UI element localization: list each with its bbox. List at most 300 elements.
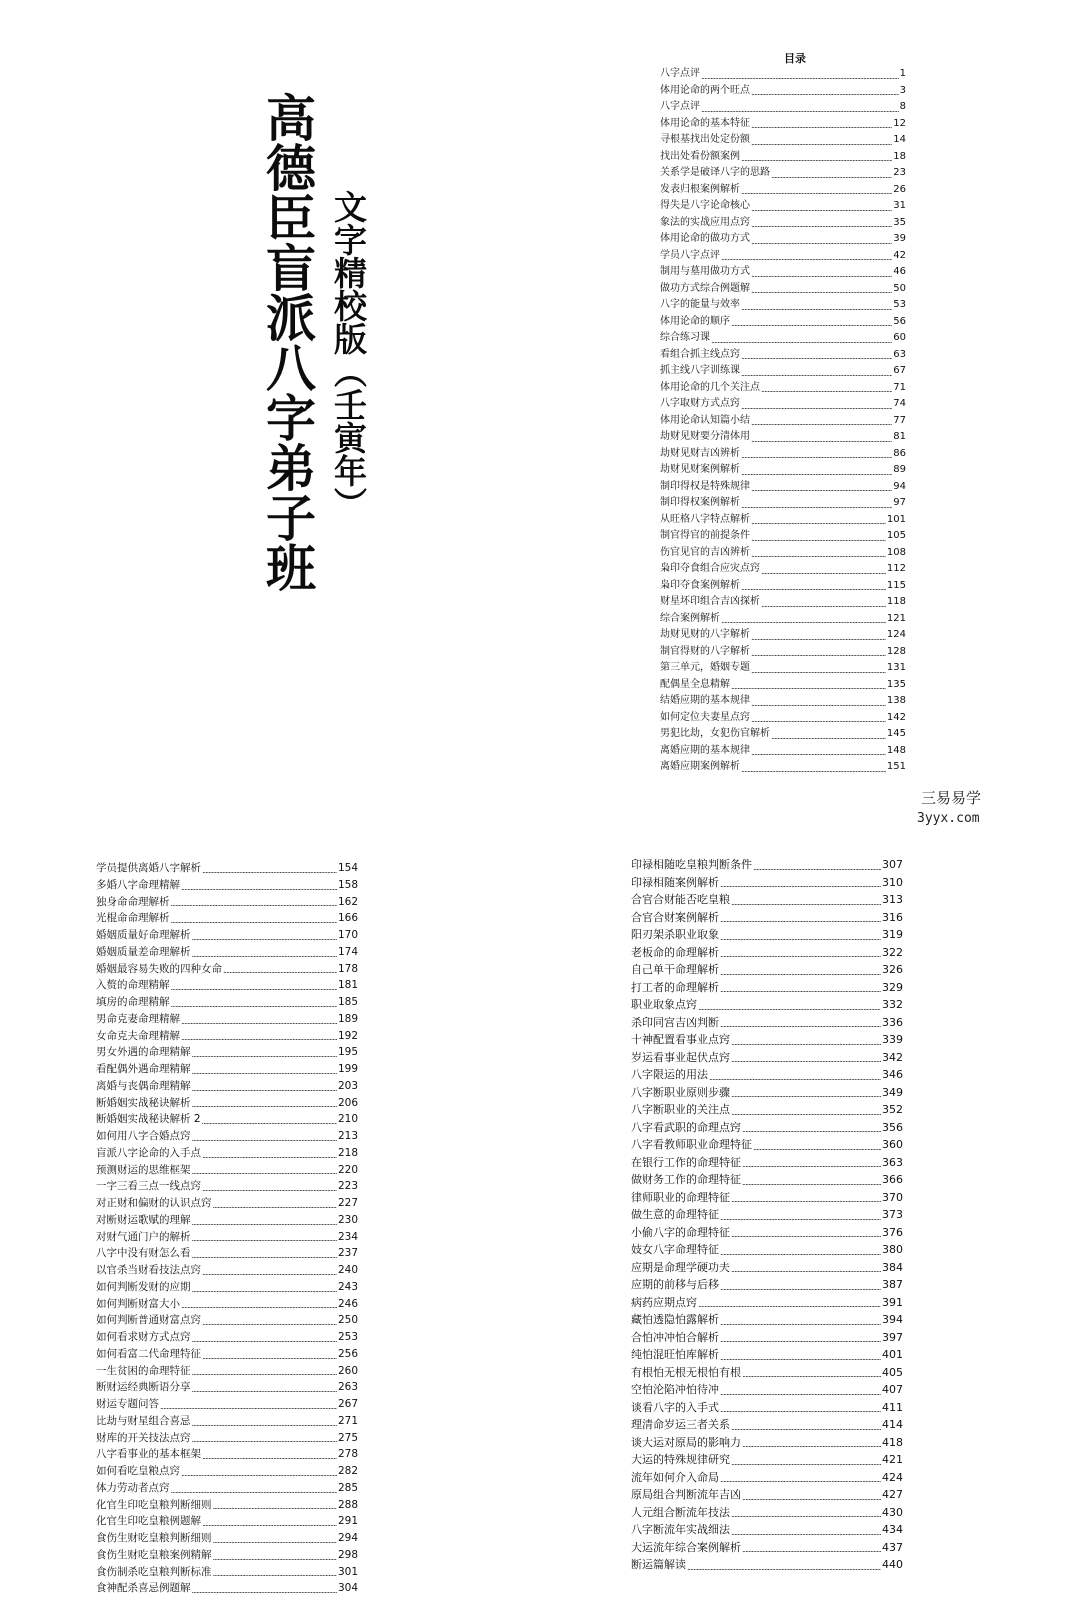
toc-entry-page: 304 bbox=[337, 1582, 358, 1595]
toc-entry-page: 246 bbox=[337, 1297, 358, 1310]
toc-entry-page: 427 bbox=[882, 1488, 903, 1501]
toc-leader-dots bbox=[213, 1554, 337, 1564]
toc-leader-dots bbox=[171, 984, 337, 994]
toc-entry bbox=[631, 1381, 903, 1399]
toc-leader-dots bbox=[698, 1004, 881, 1014]
toc-leader-dots bbox=[720, 951, 881, 961]
toc-leader-dots bbox=[192, 1168, 337, 1178]
toc-leader-dots bbox=[181, 884, 337, 894]
toc-entry-title: 做功方式综合例题解 bbox=[660, 282, 750, 294]
toc-leader-dots bbox=[721, 617, 886, 627]
toc-entry bbox=[660, 578, 906, 595]
toc-entry-title: 综合案例解析 bbox=[660, 612, 720, 624]
toc-leader-dots bbox=[742, 1179, 881, 1189]
toc-entry-title: 对财气通门户的解析 bbox=[96, 1230, 191, 1243]
toc-entry bbox=[96, 1446, 358, 1463]
toc-entry-title: 寻根基找出处定份额 bbox=[660, 134, 750, 145]
toc-entry-page: 35 bbox=[893, 216, 906, 228]
toc-list-1 bbox=[660, 66, 906, 776]
toc-entry-title: 劫财见财吉凶辨析 bbox=[660, 447, 740, 459]
toc-entry-title: 藏怕透隐怕露解析 bbox=[631, 1313, 719, 1326]
toc-entry bbox=[660, 429, 906, 446]
toc-entry-title: 应期是命理学硬功夫 bbox=[631, 1260, 730, 1274]
toc-leader-dots bbox=[742, 1441, 881, 1451]
toc-entry-page: 56 bbox=[893, 315, 906, 327]
toc-entry-page: 298 bbox=[337, 1548, 358, 1561]
toc-entry bbox=[660, 462, 906, 479]
toc-entry-title: 八字点评 bbox=[660, 68, 700, 79]
toc-entry bbox=[660, 215, 906, 232]
toc-leader-dots bbox=[751, 650, 886, 660]
toc-leader-dots bbox=[753, 864, 881, 874]
toc-entry bbox=[96, 1011, 358, 1028]
toc-entry-page: 223 bbox=[337, 1180, 358, 1193]
toc-entry bbox=[631, 1504, 903, 1522]
toc-entry-page: 394 bbox=[882, 1313, 903, 1326]
toc-entry-page: 437 bbox=[882, 1540, 903, 1554]
toc-leader-dots bbox=[720, 1249, 881, 1259]
toc-entry-page: 174 bbox=[337, 945, 358, 958]
book-title: 高德臣盲派八字弟子班 bbox=[258, 92, 317, 592]
toc-entry bbox=[96, 910, 358, 927]
toc-entry bbox=[96, 1128, 358, 1145]
toc-leader-dots bbox=[181, 1470, 337, 1480]
toc-entry-page: 310 bbox=[882, 875, 903, 889]
toc-entry-page: 301 bbox=[337, 1565, 358, 1578]
toc-entry-page: 18 bbox=[893, 150, 906, 162]
toc-leader-dots bbox=[751, 551, 886, 561]
toc-entry bbox=[660, 413, 906, 430]
toc-entry-title: 女命克夫命理精解 bbox=[96, 1029, 180, 1042]
toc-entry-page: 440 bbox=[882, 1558, 903, 1571]
toc-entry bbox=[96, 860, 358, 877]
toc-entry bbox=[631, 1469, 903, 1487]
toc-entry bbox=[631, 1486, 903, 1504]
toc-entry-page: 8 bbox=[899, 101, 906, 112]
toc-leader-dots bbox=[701, 106, 899, 116]
toc-leader-dots bbox=[741, 469, 892, 479]
toc-leader-dots bbox=[202, 867, 337, 877]
toc-entry bbox=[660, 281, 906, 298]
toc-entry-page: 336 bbox=[882, 1015, 903, 1029]
toc-leader-dots bbox=[751, 122, 892, 132]
toc-entry-page: 128 bbox=[886, 645, 906, 657]
toc-leader-dots bbox=[741, 155, 892, 165]
toc-leader-dots bbox=[731, 1511, 881, 1521]
toc-entry bbox=[631, 1294, 903, 1312]
toc-entry-title: 八字看教师职业命理特征 bbox=[631, 1138, 752, 1151]
toc-entry bbox=[631, 1451, 903, 1469]
toc-entry-title: 比劫与财星组合喜忌 bbox=[96, 1414, 191, 1427]
toc-leader-dots bbox=[741, 502, 892, 512]
toc-entry-title: 学员八字点评 bbox=[660, 249, 720, 261]
toc-entry-title: 断婚姻实战秘诀解析 2 bbox=[96, 1113, 201, 1126]
toc-leader-dots bbox=[771, 172, 892, 182]
toc-entry bbox=[631, 1521, 903, 1539]
toc-entry bbox=[660, 132, 906, 149]
toc-entry-title: 合怕冲冲怕合解析 bbox=[631, 1330, 719, 1344]
toc-entry-title: 断运篇解读 bbox=[631, 1558, 686, 1571]
toc-entry bbox=[96, 1195, 358, 1212]
toc-entry bbox=[660, 380, 906, 397]
toc-entry bbox=[631, 1329, 903, 1347]
toc-leader-dots bbox=[720, 1214, 881, 1224]
toc-entry bbox=[660, 594, 906, 611]
toc-entry-page: 346 bbox=[882, 1068, 903, 1081]
toc-entry-title: 关系学是破译八字的思路 bbox=[660, 167, 770, 178]
toc-entry-title: 职业取象点窍 bbox=[631, 998, 697, 1011]
toc-entry bbox=[631, 1346, 903, 1364]
toc-entry bbox=[96, 1262, 358, 1279]
toc-entry-title: 光棍命命理解析 bbox=[96, 912, 170, 925]
toc-entry-title: 制印得权是特殊规律 bbox=[660, 480, 750, 492]
toc-entry-page: 195 bbox=[337, 1046, 358, 1059]
toc-entry-page: 250 bbox=[337, 1314, 358, 1327]
toc-entry-page: 430 bbox=[882, 1505, 903, 1519]
toc-entry-page: 349 bbox=[882, 1085, 903, 1099]
toc-entry-page: 135 bbox=[886, 678, 906, 690]
toc-entry-title: 小偷八字的命理特征 bbox=[631, 1225, 730, 1239]
toc-entry-page: 288 bbox=[337, 1498, 358, 1511]
toc-entry-title: 食伤制杀吃皇粮判断标准 bbox=[96, 1565, 212, 1578]
toc-entry-page: 414 bbox=[882, 1418, 903, 1431]
toc-entry-page: 411 bbox=[882, 1400, 903, 1414]
toc-entry-title: 如何用八字合婚点窍 bbox=[96, 1130, 191, 1142]
toc-entry-title: 八字断流年实战细法 bbox=[631, 1523, 730, 1536]
toc-entry-title: 财库的开关技法点窍 bbox=[96, 1431, 191, 1444]
toc-entry bbox=[96, 977, 358, 994]
toc-entry-title: 学员提供离婚八字解析 bbox=[96, 862, 201, 874]
toc-leader-dots bbox=[751, 518, 886, 528]
toc-leader-dots bbox=[731, 1529, 881, 1539]
toc-leader-dots bbox=[731, 1231, 881, 1241]
toc-entry-title: 断财运经典断语分享 bbox=[96, 1381, 191, 1394]
toc-leader-dots bbox=[720, 986, 881, 996]
toc-entry bbox=[96, 961, 358, 978]
toc-entry-page: 97 bbox=[893, 497, 906, 508]
toc-entry-title: 印禄相随吃皇粮判断条件 bbox=[631, 858, 752, 871]
toc-entry-page: 380 bbox=[882, 1243, 903, 1256]
toc-leader-dots bbox=[751, 700, 886, 710]
toc-entry-page: 220 bbox=[337, 1163, 358, 1176]
toc-entry-page: 124 bbox=[886, 629, 906, 640]
toc-entry-title: 八字看事业的基本框架 bbox=[96, 1448, 201, 1461]
toc-entry-title: 独身命命理解析 bbox=[96, 895, 170, 908]
toc-entry bbox=[660, 116, 906, 133]
toc-leader-dots bbox=[741, 452, 892, 462]
toc-entry-title: 八字断职业的关注点 bbox=[631, 1103, 730, 1116]
toc-leader-dots bbox=[741, 353, 892, 363]
toc-entry-page: 421 bbox=[882, 1453, 903, 1466]
toc-entry-title: 以官杀当财看技法点窍 bbox=[96, 1264, 201, 1276]
toc-entry-title: 食伤生财吃皇粮判断细则 bbox=[96, 1532, 212, 1544]
toc-entry bbox=[631, 1224, 903, 1242]
toc-entry-title: 男命克妻命理精解 bbox=[96, 1012, 180, 1025]
toc-entry-page: 285 bbox=[337, 1481, 358, 1494]
toc-entry-page: 342 bbox=[882, 1050, 903, 1064]
toc-leader-dots bbox=[181, 1034, 337, 1044]
toc-entry-title: 劫财见财要分清体用 bbox=[660, 431, 750, 442]
toc-leader-dots bbox=[192, 1369, 337, 1379]
toc-entry-title: 发表归根案例解析 bbox=[660, 183, 740, 195]
toc-entry-title: 印禄相随案例解析 bbox=[631, 875, 719, 889]
toc-entry-title: 制印得权案例解析 bbox=[660, 497, 740, 508]
toc-entry-page: 112 bbox=[886, 563, 906, 574]
toc-entry bbox=[660, 83, 906, 100]
toc-entry-page: 210 bbox=[337, 1113, 358, 1126]
toc-leader-dots bbox=[741, 766, 886, 776]
toc-entry bbox=[631, 891, 903, 909]
toc-leader-dots bbox=[192, 1386, 337, 1396]
toc-leader-dots bbox=[731, 899, 881, 909]
toc-entry-title: 一字三看三点一线点窍 bbox=[96, 1180, 201, 1193]
toc-leader-dots bbox=[751, 238, 892, 248]
toc-entry-title: 八字中没有财怎么看 bbox=[96, 1247, 191, 1260]
toc-entry-title: 谈大运对原局的影响力 bbox=[631, 1435, 741, 1449]
toc-heading: 目录 bbox=[784, 52, 806, 65]
toc-entry bbox=[660, 165, 906, 182]
toc-entry-title: 婚姻最容易失败的四种女命 bbox=[96, 962, 222, 975]
toc-entry bbox=[660, 611, 906, 628]
toc-entry bbox=[96, 1530, 358, 1547]
toc-entry-page: 192 bbox=[337, 1029, 358, 1042]
toc-entry-title: 八字取财方式点窍 bbox=[660, 398, 740, 409]
toc-entry bbox=[631, 1276, 903, 1294]
toc-entry-page: 352 bbox=[882, 1103, 903, 1116]
toc-entry-title: 妓女八字命理特征 bbox=[631, 1243, 719, 1256]
toc-leader-dots bbox=[711, 337, 892, 347]
toc-entry-page: 366 bbox=[882, 1173, 903, 1186]
toc-entry-page: 405 bbox=[882, 1365, 903, 1379]
toc-entry bbox=[660, 347, 906, 364]
toc-entry bbox=[660, 545, 906, 562]
toc-entry bbox=[631, 1084, 903, 1102]
toc-entry bbox=[631, 856, 903, 874]
toc-entry-page: 145 bbox=[886, 728, 906, 739]
toc-entry-title: 婚姻质量好命理解析 bbox=[96, 929, 191, 941]
toc-entry-title: 八字的能量与效率 bbox=[660, 299, 740, 310]
toc-leader-dots bbox=[731, 683, 886, 693]
toc-entry-page: 384 bbox=[882, 1260, 903, 1274]
toc-list-2 bbox=[96, 860, 358, 1597]
toc-entry bbox=[631, 1049, 903, 1067]
toc-entry-page: 319 bbox=[882, 928, 903, 941]
toc-entry-page: 356 bbox=[882, 1120, 903, 1134]
toc-entry-page: 326 bbox=[882, 963, 903, 976]
toc-entry bbox=[631, 1311, 903, 1329]
toc-entry-title: 综合练习课 bbox=[660, 332, 710, 343]
toc-leader-dots bbox=[720, 1389, 881, 1399]
toc-entry bbox=[96, 1212, 358, 1229]
toc-entry-page: 138 bbox=[886, 695, 906, 706]
toc-entry-page: 181 bbox=[337, 979, 358, 992]
toc-entry-title: 食神配杀喜忌例题解 bbox=[96, 1582, 191, 1595]
toc-entry bbox=[660, 99, 906, 116]
toc-leader-dots bbox=[701, 73, 899, 83]
toc-leader-dots bbox=[192, 1101, 337, 1111]
toc-leader-dots bbox=[731, 1196, 881, 1206]
toc-entry bbox=[631, 1031, 903, 1049]
toc-entry-title: 合官合财案例解析 bbox=[631, 910, 719, 924]
toc-entry-title: 八字断职业原则步骤 bbox=[631, 1085, 730, 1099]
toc-entry bbox=[660, 644, 906, 661]
toc-leader-dots bbox=[751, 271, 892, 281]
toc-entry bbox=[660, 743, 906, 760]
toc-leader-dots bbox=[160, 1403, 337, 1413]
toc-entry bbox=[96, 1513, 358, 1530]
toc-entry-title: 财运专题问答 bbox=[96, 1398, 159, 1410]
watermark-url: 3yyx.com bbox=[917, 811, 980, 826]
toc-leader-dots bbox=[742, 1161, 881, 1171]
toc-entry-title: 自己单干命理解析 bbox=[631, 963, 719, 976]
toc-entry bbox=[660, 198, 906, 215]
toc-entry-title: 一生贫困的命理特征 bbox=[96, 1364, 191, 1377]
toc-leader-dots bbox=[720, 969, 881, 979]
toc-entry bbox=[660, 396, 906, 413]
toc-entry-page: 278 bbox=[337, 1448, 358, 1461]
toc-entry-page: 237 bbox=[337, 1247, 358, 1260]
toc-entry bbox=[660, 149, 906, 166]
toc-entry-page: 313 bbox=[882, 893, 903, 906]
toc-entry-title: 如何判断财富大小 bbox=[96, 1297, 180, 1310]
toc-entry-title: 体用论命的做功方式 bbox=[660, 233, 750, 244]
toc-entry-page: 131 bbox=[886, 662, 906, 673]
toc-leader-dots bbox=[709, 1074, 881, 1084]
toc-entry bbox=[631, 1206, 903, 1224]
toc-entry-page: 53 bbox=[893, 299, 906, 310]
toc-entry-page: 213 bbox=[337, 1130, 358, 1142]
toc-entry bbox=[631, 1556, 903, 1574]
toc-leader-dots bbox=[741, 370, 892, 380]
toc-entry-title: 老板命的命理解析 bbox=[631, 945, 719, 959]
toc-entry bbox=[96, 1379, 358, 1396]
toc-entry bbox=[631, 1014, 903, 1032]
toc-entry-page: 260 bbox=[337, 1364, 358, 1377]
toc-leader-dots bbox=[192, 951, 337, 961]
toc-entry-title: 八字限运的用法 bbox=[631, 1068, 708, 1081]
toc-leader-dots bbox=[192, 1135, 337, 1145]
toc-entry-page: 115 bbox=[886, 579, 906, 591]
toc-entry-title: 男女外遇的命理精解 bbox=[96, 1046, 191, 1059]
toc-entry-page: 94 bbox=[893, 480, 906, 492]
toc-leader-dots bbox=[751, 716, 886, 726]
toc-leader-dots bbox=[202, 1453, 337, 1463]
toc-leader-dots bbox=[171, 917, 337, 927]
toc-entry bbox=[96, 1396, 358, 1413]
toc-entry-title: 体用论命的几个关注点 bbox=[660, 381, 760, 393]
toc-entry-title: 化官生印吃皇粮例题解 bbox=[96, 1515, 201, 1528]
toc-entry bbox=[96, 1162, 358, 1179]
toc-entry bbox=[660, 627, 906, 644]
toc-entry-title: 化官生印吃皇粮判断细则 bbox=[96, 1498, 212, 1511]
toc-entry bbox=[96, 1095, 358, 1112]
toc-entry bbox=[96, 944, 358, 961]
toc-leader-dots bbox=[741, 188, 892, 198]
toc-leader-dots bbox=[751, 205, 892, 215]
toc-leader-dots bbox=[751, 139, 892, 149]
toc-entry bbox=[660, 363, 906, 380]
toc-list-3 bbox=[631, 856, 903, 1574]
toc-entry bbox=[660, 231, 906, 248]
toc-entry-page: 154 bbox=[337, 862, 358, 874]
toc-leader-dots bbox=[731, 320, 892, 330]
toc-leader-dots bbox=[192, 934, 337, 944]
toc-entry-page: 63 bbox=[893, 348, 906, 360]
toc-entry-page: 46 bbox=[893, 266, 906, 277]
toc-entry-page: 401 bbox=[882, 1348, 903, 1361]
toc-entry-page: 39 bbox=[893, 233, 906, 244]
toc-leader-dots bbox=[192, 1235, 337, 1245]
toc-leader-dots bbox=[720, 1319, 881, 1329]
toc-entry-page: 370 bbox=[882, 1190, 903, 1204]
toc-leader-dots bbox=[192, 1085, 337, 1095]
toc-entry-page: 89 bbox=[893, 464, 906, 475]
toc-entry-page: 243 bbox=[337, 1280, 358, 1293]
toc-entry-page: 142 bbox=[886, 711, 906, 723]
toc-entry-title: 对正财和偏财的认识点窍 bbox=[96, 1197, 212, 1209]
toc-leader-dots bbox=[731, 1424, 881, 1434]
toc-leader-dots bbox=[720, 881, 881, 891]
toc-entry-page: 60 bbox=[893, 332, 906, 343]
toc-entry-title: 离婚应期案例解析 bbox=[660, 761, 740, 772]
toc-leader-dots bbox=[223, 967, 337, 977]
toc-entry bbox=[660, 759, 906, 776]
toc-entry-title: 制官得财的八字解析 bbox=[660, 645, 750, 657]
toc-entry-page: 387 bbox=[882, 1278, 903, 1291]
toc-entry bbox=[660, 710, 906, 727]
toc-entry-title: 入赘的命理精解 bbox=[96, 979, 170, 992]
toc-entry-title: 伤官见官的吉凶辨析 bbox=[660, 546, 750, 558]
toc-entry-page: 227 bbox=[337, 1197, 358, 1209]
toc-entry-page: 77 bbox=[893, 414, 906, 426]
toc-entry-title: 从旺格八字特点解析 bbox=[660, 513, 750, 525]
toc-entry bbox=[660, 660, 906, 677]
toc-entry-title: 断婚姻实战秘诀解析 bbox=[96, 1096, 191, 1109]
toc-entry bbox=[96, 1564, 358, 1581]
toc-entry bbox=[660, 182, 906, 199]
toc-entry bbox=[660, 314, 906, 331]
toc-leader-dots bbox=[742, 1126, 881, 1136]
toc-entry-page: 189 bbox=[337, 1012, 358, 1025]
toc-entry-title: 对断财运歌赋的理解 bbox=[96, 1213, 191, 1226]
toc-entry-page: 108 bbox=[886, 546, 906, 558]
toc-leader-dots bbox=[761, 386, 892, 396]
toc-entry-page: 199 bbox=[337, 1063, 358, 1075]
toc-entry-title: 杀印同宫吉凶判断 bbox=[631, 1015, 719, 1029]
toc-entry bbox=[631, 1066, 903, 1084]
toc-entry-title: 劫财见财的八字解析 bbox=[660, 629, 750, 640]
toc-entry-title: 纯怕混旺怕库解析 bbox=[631, 1348, 719, 1361]
toc-leader-dots bbox=[171, 1001, 337, 1011]
toc-leader-dots bbox=[731, 1039, 881, 1049]
book-subtitle: 文字精校版（壬寅年） bbox=[329, 190, 368, 520]
toc-entry-page: 67 bbox=[893, 365, 906, 376]
toc-entry-page: 203 bbox=[337, 1079, 358, 1092]
toc-leader-dots bbox=[202, 1185, 337, 1195]
toc-entry-title: 盲派八字论命的入手点 bbox=[96, 1146, 201, 1159]
toc-leader-dots bbox=[751, 667, 886, 677]
toc-leader-dots bbox=[192, 1336, 337, 1346]
toc-entry-title: 做财务工作的命理特征 bbox=[631, 1173, 741, 1186]
toc-entry bbox=[96, 1028, 358, 1045]
toc-entry-page: 332 bbox=[882, 998, 903, 1011]
toc-entry bbox=[631, 1539, 903, 1557]
toc-entry-title: 体力劳动者点窍 bbox=[96, 1481, 170, 1494]
toc-entry bbox=[96, 1547, 358, 1564]
toc-entry bbox=[660, 528, 906, 545]
toc-entry bbox=[96, 1279, 358, 1296]
toc-entry bbox=[631, 1416, 903, 1434]
